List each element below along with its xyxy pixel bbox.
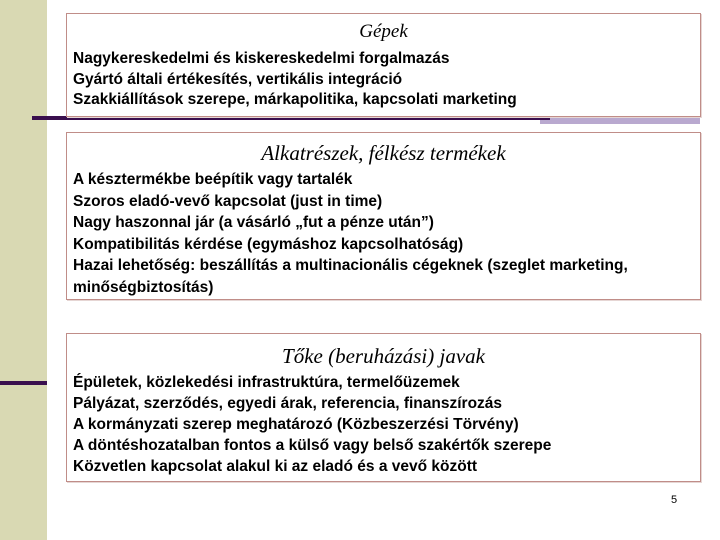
section-lines — [67, 372, 700, 477]
section-line: Gyártó általi értékesítés, vertikális integráció — [73, 70, 403, 88]
section-title: Alkatrészek, félkész termékek — [261, 141, 506, 165]
section-line: Szakkiállítások szerepe, márkapolitika, kapcsolati marketing — [73, 91, 517, 108]
section-machines — [66, 13, 701, 117]
sidebar-band — [0, 0, 47, 540]
section-capital-goods — [66, 333, 701, 482]
section-title: Tőke (beruházási) javak — [282, 344, 485, 368]
section-line: Kompatibilitás kérdése (egymáshoz kapcsolhatóság) — [73, 235, 464, 253]
section-line: Pályázat, szerződés, egyedi árak, referencia, finanszírozás — [73, 395, 503, 412]
section-lines — [67, 169, 700, 298]
section-line: A döntéshozatalban fontos a külső vagy belső szakértők szerepe — [73, 437, 552, 454]
page-number: 5 — [670, 494, 678, 506]
section-line: Hazai lehetőség: beszállítás a multinacionális cégeknek (szeglet marketing, minőségbiztosítás) — [73, 257, 628, 296]
section-line: Szoros eladó-vevő kapcsolat (just in time) — [73, 192, 383, 210]
section-line: Közvetlen kapcsolat alakul ki az eladó és a vevő között — [73, 458, 478, 475]
section-line: A kormányzati szerep meghatározó (Közbeszerzési Törvény) — [73, 416, 519, 433]
section-line: Nagykereskedelmi és kiskereskedelmi forgalmazás — [73, 50, 450, 67]
section-line: A késztermékbe beépítik vagy tartalék — [73, 171, 353, 188]
section-components — [66, 132, 701, 300]
section-line: Nagy haszonnal jár (a vásárló „fut a pénze után”) — [73, 214, 434, 231]
section-lines — [67, 49, 700, 111]
section-title: Gépek — [359, 21, 408, 42]
left-rule — [0, 381, 47, 385]
section-line: Épületek, közlekedési infrastruktúra, termelőüzemek — [73, 374, 460, 391]
